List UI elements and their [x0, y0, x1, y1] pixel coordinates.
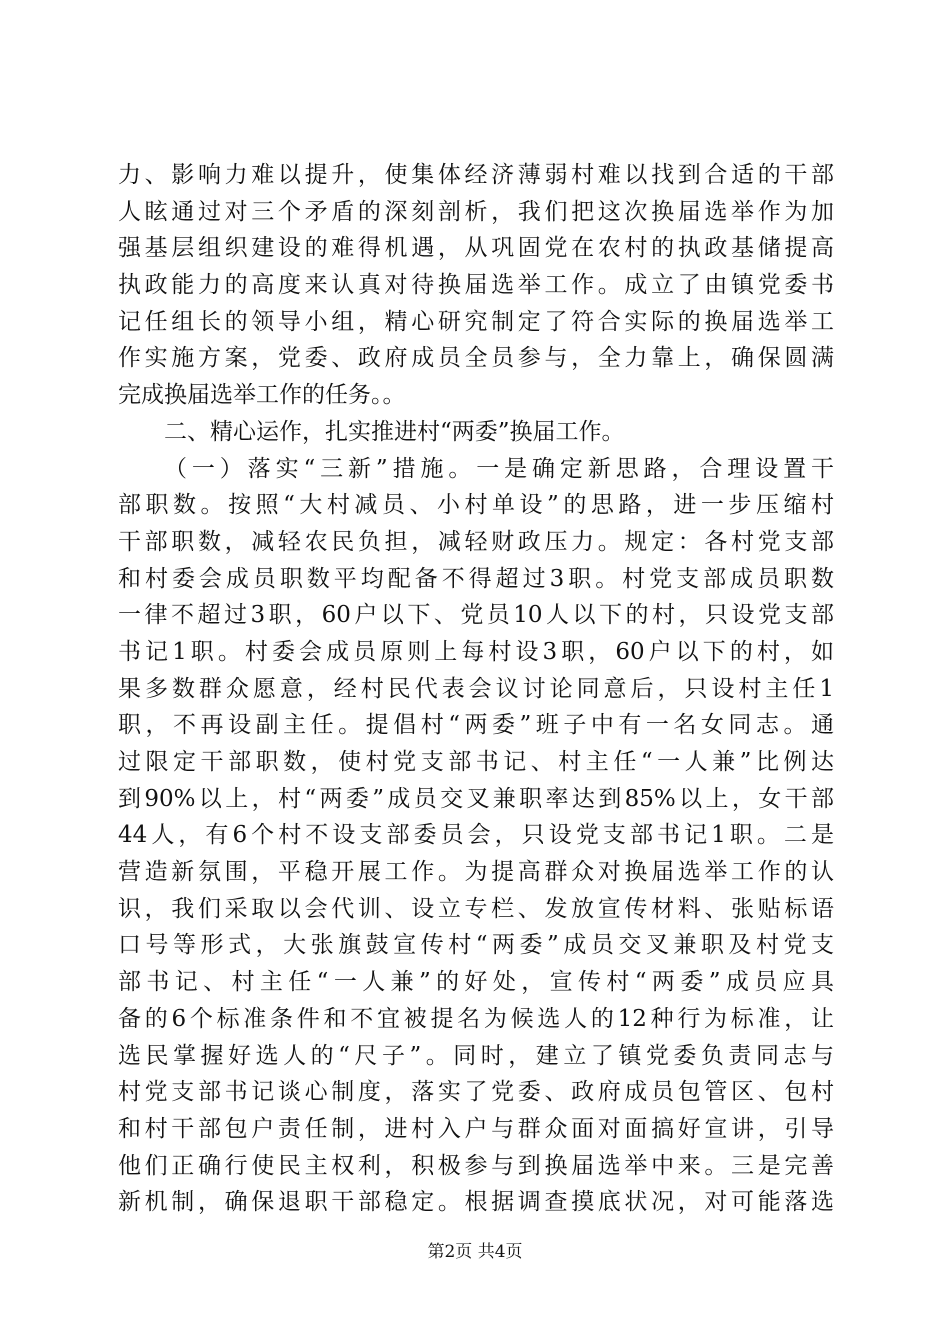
text-line: 过限定干部职数，使村党支部书记、村主任“一人兼”比例达 — [118, 749, 834, 775]
text-line: 干部职数，减轻农民负担，减轻财政压力。规定：各村党支部 — [118, 528, 834, 555]
text-line: 营造新氛围，平稳开展工作。为提高群众对换届选举工作的认 — [118, 859, 834, 886]
text-line: 新机制，确保退职干部稳定。根据调查摸底状况，对可能落选 — [118, 1189, 834, 1216]
text-line: 选民掌握好选人的“尺子”。同时，建立了镇党委负责同志与 — [118, 1042, 834, 1069]
text-line: 识，我们采取以会代训、设立专栏、发放宣传材料、张贴标语 — [118, 895, 834, 922]
text-line: 到90%以上，村“两委”成员交叉兼职率达到85%以上，女干部 — [118, 785, 834, 812]
document-body — [118, 157, 834, 1217]
text-line: （一）落实“三新”措施。一是确定新思路，合理设置干 — [164, 455, 834, 482]
text-line: 他们正确行使民主权利，积极参与到换届选举中来。三是完善 — [118, 1152, 834, 1179]
text-line: 部职数。按照“大村减员、小村单设”的思路，进一步压缩村 — [118, 492, 834, 519]
text-line: 部书记、村主任“一人兼”的好处，宣传村“两委”成员应具 — [118, 969, 834, 996]
text-line: 强基层组织建设的难得机遇，从巩固党在农村的执政基储提高 — [118, 235, 834, 262]
section-heading: 二、精心运作，扎实推进村“两委”换届工作。 — [164, 418, 625, 445]
text-line: 一律不超过3职，60户以下、党员10人以下的村，只设党支部 — [118, 602, 834, 629]
text-line: 口号等形式，大张旗鼓宣传村“两委”成员交叉兼职及村党支 — [118, 932, 834, 959]
text-line: 村党支部书记谈心制度，落实了党委、政府成员包管区、包村 — [118, 1079, 834, 1106]
text-line: 和村干部包户责任制，进村入户与群众面对面搞好宣讲，引导 — [118, 1115, 834, 1142]
text-line: 人眩通过对三个矛盾的深刻剖析，我们把这次换届选举作为加 — [118, 198, 834, 225]
text-line: 44人，有6个村不设支部委员会，只设党支部书记1职。二是 — [118, 822, 834, 849]
page-number-footer: 第2页 共4页 — [427, 1242, 523, 1262]
text-line: 果多数群众愿意，经村民代表会议讨论同意后，只设村主任1 — [118, 675, 834, 702]
text-line: 作实施方案，党委、政府成员全员参与，全力靠上，确保圆满 — [118, 345, 834, 372]
text-line: 书记1职。村委会成员原则上每村设3职，60户以下的村，如 — [118, 638, 834, 665]
text-line: 记任组长的领导小组，精心研究制定了符合实际的换届选举工 — [118, 308, 834, 335]
text-line: 备的6个标准条件和不宜被提名为候选人的12种行为标准，让 — [118, 1005, 834, 1032]
text-line: 职，不再设副主任。提倡村“两委”班子中有一名女同志。通 — [118, 712, 834, 739]
text-line: 力、影响力难以提升，使集体经济薄弱村难以找到合适的干部 — [118, 162, 834, 188]
text-line: 完成换届选举工作的任务。。 — [118, 382, 406, 409]
text-line: 执政能力的高度来认真对待换届选举工作。成立了由镇党委书 — [118, 272, 834, 299]
text-line: 和村委会成员职数平均配备不得超过3职。村党支部成员职数 — [118, 565, 834, 592]
